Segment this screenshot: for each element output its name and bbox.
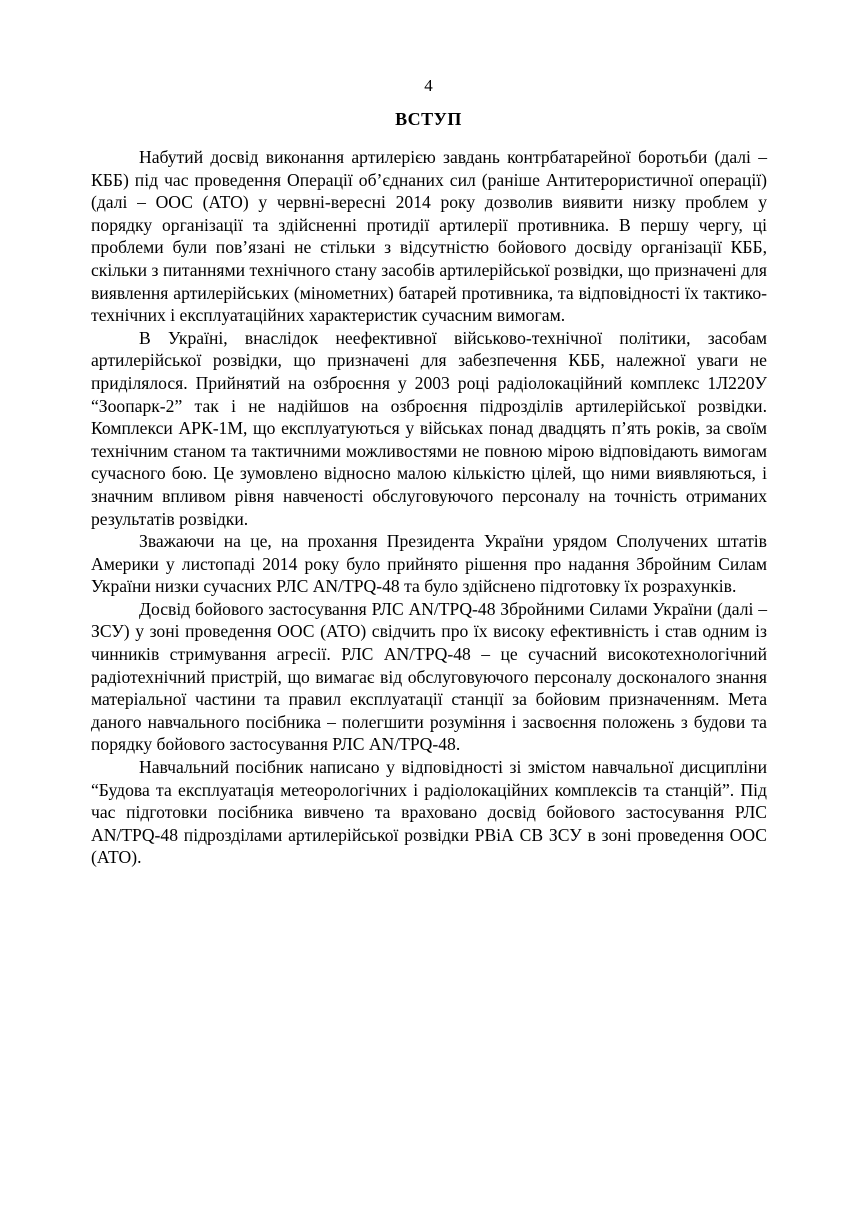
paragraph-4: Досвід бойового застосування РЛС AN/TPQ-48 Збройними Силами України (далі – ЗСУ) у зоні проведення ООС (АТО) свідчить про їх високу ефективність і став одним із чинників стримування агресії. РЛС AN/TPQ-48 – це сучасний високотехнологічний радіотехнічний пристрій, що вимагає від обслуговуючого персоналу досконалого знання матеріальної частини та правил експлуатації станції за бойовим призначенням. Мета даного навчального посібника – полегшити розуміння і засвоєння положень з будови та порядку бойового застосування РЛС AN/TPQ-48. (91, 598, 767, 755)
paragraph-5: Навчальний посібник написано у відповідності зі змістом навчальної дисципліни “Будова та експлуатація метеорологічних і радіолокаційних комплексів та станцій”. Під час підготовки посібника вивчено та враховано досвід бойового застосування РЛС AN/TPQ-48 підрозділами артилерійської розвідки РВіА СВ ЗСУ в зоні проведення ООС (АТО). (91, 757, 767, 868)
paragraph-1: Набутий досвід виконання артилерією завдань контрбатарейної боротьби (далі – КББ) під час проведення Операції об’єднаних сил (раніше Антитерористичної операції) (далі – ООС (АТО) у червні-вересні 2014 року дозволив виявити низку проблем у порядку організації та здійсненні протидії артилерії противника. В першу чергу, ці проблеми були пов’язані не стільки з відсутністю бойового досвіду організації КББ, скільки з питаннями технічного стану засобів артилерійської розвідки, що призначені для виявлення артилерійських (мінометних) батарей противника, та відповідності їх тактико-технічних і експлуатаційних характеристик сучасним вимогам. (91, 147, 767, 326)
paragraph-2: В Україні, внаслідок неефективної військово-технічної політики, засобам артилерійської розвідки, що призначені для забезпечення КББ, належної уваги не приділялося. Прийнятий на озброєння у 2003 році радіолокаційний комплекс 1Л220У “Зоопарк-2” так і не надійшов на озброєння підрозділів артилерійської розвідки. Комплекси АРК-1М, що експлуатуються у військах понад двадцять п’ять років, за своїм технічним станом та тактичними можливостями не повною мірою відповідають вимогам сучасного бою. Це зумовлено відносно малою кількістю цілей, що ними виявляються, і значним впливом рівня навченості обслуговуючого персоналу на точність отриманих результатів розвідки. (91, 327, 767, 529)
body-text (91, 146, 767, 869)
page-number: 4 (424, 76, 433, 95)
section-heading: ВСТУП (395, 109, 462, 129)
paragraph-3: Зважаючи на це, на прохання Президента України урядом Сполучених штатів Америки у листопаді 2014 року було прийнято рішення про надання Збройним Силам України низки сучасних РЛС AN/TPQ-48 та було здійснено підготовку їх розрахунків. (91, 531, 767, 597)
